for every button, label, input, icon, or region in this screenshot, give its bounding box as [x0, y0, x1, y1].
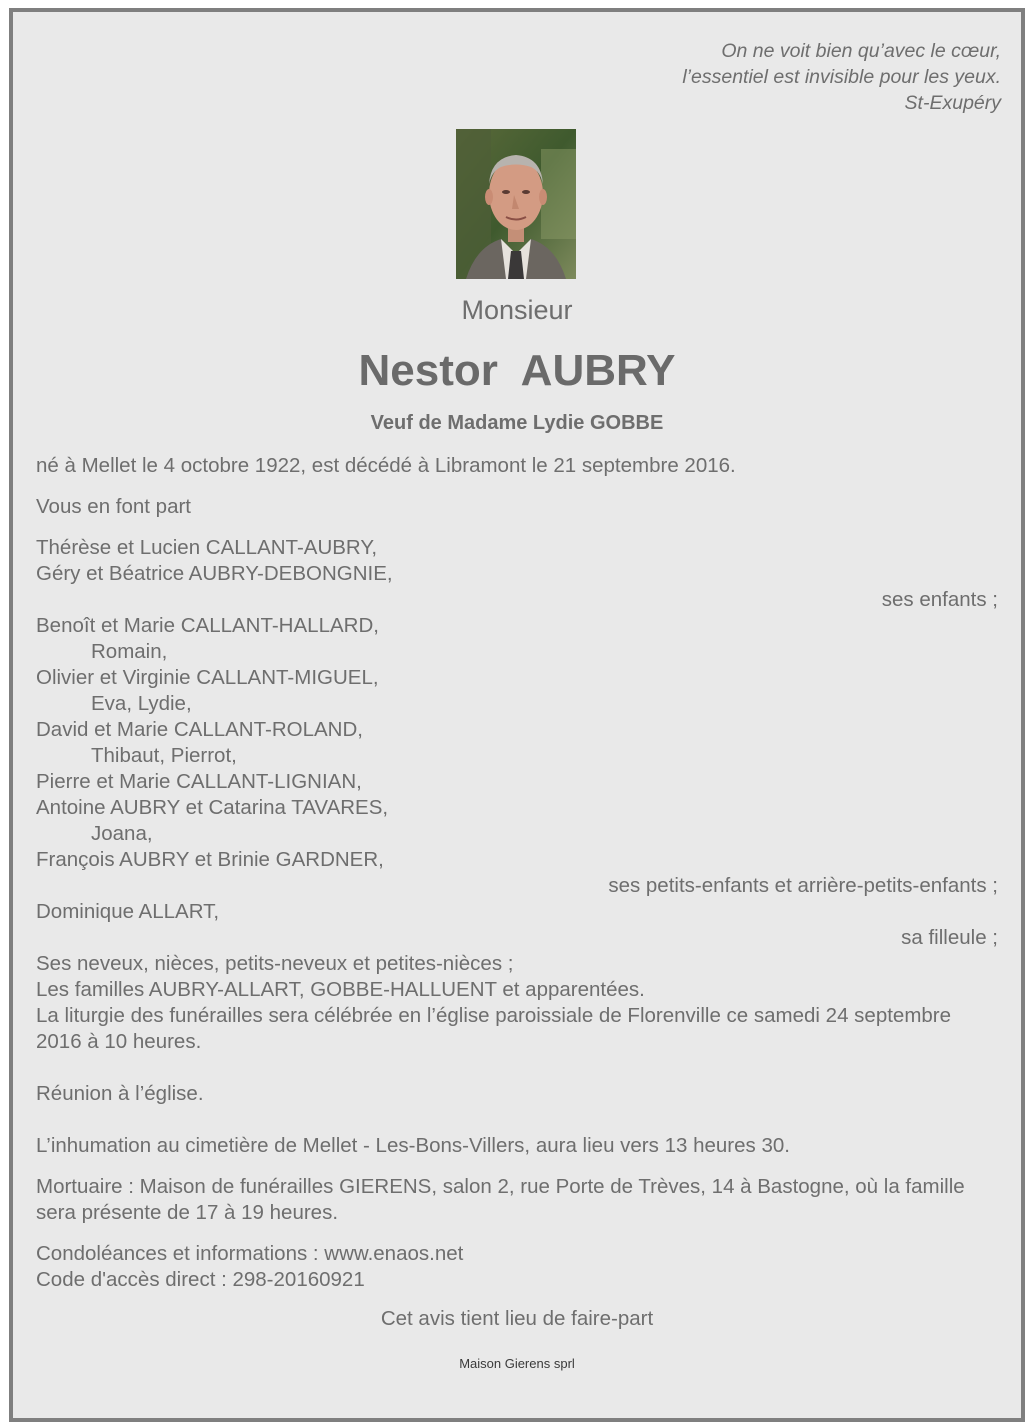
great-grandchild-entry: Thibaut, Pierrot,: [91, 744, 237, 767]
quote-author: St-Exupéry: [904, 92, 1001, 114]
great-grandchild-entry: Joana,: [91, 822, 153, 845]
obituary-card: [9, 8, 1025, 1422]
great-grandchild-entry: Eva, Lydie,: [91, 692, 192, 715]
epigraph-quote: [682, 38, 1001, 116]
grandchild-entry: Benoît et Marie CALLANT-HALLARD,: [36, 614, 379, 637]
grandchildren-label: ses petits-enfants et arrière-petits-enfants ;: [608, 874, 998, 897]
family-list: [36, 535, 998, 1055]
portrait-photo: [456, 129, 576, 279]
goddaughter-label: sa filleule ;: [901, 926, 998, 949]
access-code-text: Code d'accès direct : 298-20160921: [36, 1268, 365, 1291]
grandchild-entry: Pierre et Marie CALLANT-LIGNIAN,: [36, 770, 362, 793]
burial-text: L’inhumation au cimetière de Mellet - Les-Bons-Villers, aura lieu vers 13 heures 30.: [36, 1134, 790, 1157]
announce-text: Vous en font part: [36, 495, 192, 518]
grandchild-entry: François AUBRY et Brinie GARDNER,: [36, 848, 384, 871]
goddaughter-entry: Dominique ALLART,: [36, 900, 220, 923]
birth-death-line: [36, 453, 998, 479]
widow-of: Veuf de Madame Lydie GOBBE: [370, 412, 664, 434]
relatives-line: Les familles AUBRY-ALLART, GOBBE-HALLUENT et apparentées.: [36, 978, 645, 1001]
relatives-line: Ses neveux, nièces, petits-neveux et petites-nièces ;: [36, 952, 514, 975]
grandchild-entry: Antoine AUBRY et Catarina TAVARES,: [36, 796, 389, 819]
child-entry: Thérèse et Lucien CALLANT-AUBRY,: [36, 536, 378, 559]
quote-line-1: On ne voit bien qu’avec le cœur,: [721, 40, 1001, 62]
mortuary-text: Mortuaire : Maison de funérailles GIERENS, salon 2, rue Porte de Trèves, 14 à Bastogne, où la famille sera présente de 17 à 19 heures.: [36, 1175, 965, 1224]
quote-line-2: l’essentiel est invisible pour les yeux.: [682, 66, 1001, 88]
deceased-name: Nestor AUBRY: [358, 346, 676, 395]
child-entry: Géry et Béatrice AUBRY-DEBONGNIE,: [36, 562, 393, 585]
condolences-text: Condoléances et informations : www.enaos.net: [36, 1242, 464, 1265]
civility-title: Monsieur: [461, 295, 573, 325]
liturgy-text: La liturgie des funérailles sera célébrée en l’église paroissiale de Florenville ce samedi 24 septembre 2016 à 10 heures.: [36, 1004, 952, 1053]
children-label: ses enfants ;: [881, 588, 998, 611]
birth-death: né à Mellet le 4 octobre 1922, est décédé à Libramont le 21 septembre 2016.: [36, 454, 736, 477]
meeting-text: Réunion à l’église.: [36, 1082, 204, 1105]
funeral-home-footer: Maison Gierens sprl: [459, 1356, 575, 1371]
grandchild-entry: David et Marie CALLANT-ROLAND,: [36, 718, 363, 741]
great-grandchild-entry: Romain,: [91, 640, 168, 663]
closing-note: Cet avis tient lieu de faire-part: [380, 1307, 654, 1330]
grandchild-entry: Olivier et Virginie CALLANT-MIGUEL,: [36, 666, 379, 689]
